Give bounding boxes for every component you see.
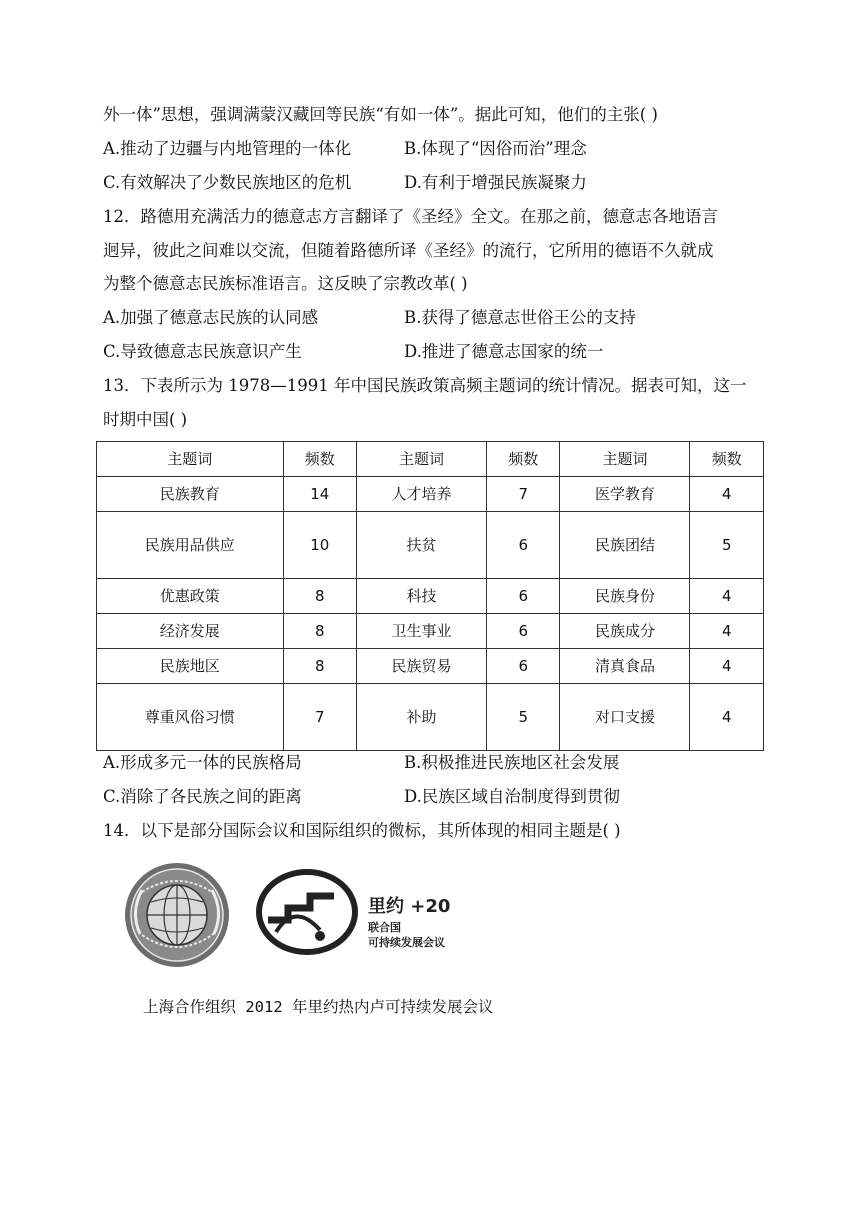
table-cell: 8: [283, 649, 356, 684]
table-cell: 尊重风俗习惯: [97, 684, 284, 751]
table-cell: 经济发展: [97, 614, 284, 649]
table-cell: 6: [486, 579, 559, 614]
table-cell: 民族教育: [97, 477, 284, 512]
table-row: [97, 684, 764, 751]
table-cell: 人才培养: [356, 477, 486, 512]
table-cell: 卫生事业: [356, 614, 486, 649]
rio-sub1: 联合国: [368, 921, 401, 934]
table-row: [97, 649, 764, 684]
table-header-cell: 频数: [283, 442, 356, 477]
table-cell: 4: [690, 614, 764, 649]
question-13-line-1: 13．下表所示为 1978—1991 年中国民族政策高频主题词的统计情况。据表可知，这一: [103, 376, 747, 395]
table-cell: 民族身份: [560, 579, 690, 614]
logo-caption: 上海合作组织 2012 年里约热内卢可持续发展会议: [143, 998, 494, 1016]
table-cell: 6: [486, 614, 559, 649]
question-11-stem: 外一体”思想，强调满蒙汉藏回等民族“有如一体”。据此可知，他们的主张( ): [103, 105, 658, 124]
question-14-stem: 14．以下是部分国际会议和国际组织的微标，其所体现的相同主题是( ): [103, 821, 621, 840]
table-cell: 5: [690, 512, 764, 579]
q12-option-c: C.导致德意志民族意识产生: [103, 342, 302, 361]
logo-figures: [120, 862, 480, 982]
q11-option-b: B.体现了“因俗而治”理念: [404, 139, 587, 158]
table-cell: 7: [486, 477, 559, 512]
table-cell: 4: [690, 684, 764, 751]
table-cell: 优惠政策: [97, 579, 284, 614]
q12-option-a: A.加强了德意志民族的认同感: [103, 308, 319, 327]
table-row: [97, 614, 764, 649]
table-cell: 民族用品供应: [97, 512, 284, 579]
table-cell: 医学教育: [560, 477, 690, 512]
question-12-line-3: 为整个德意志民族标准语言。这反映了宗教改革( ): [103, 274, 468, 293]
table-cell: 10: [283, 512, 356, 579]
table-header-cell: 频数: [690, 442, 764, 477]
table-header-cell: 主题词: [560, 442, 690, 477]
table-cell: 4: [690, 477, 764, 512]
q12-option-d: D.推进了德意志国家的统一: [404, 342, 604, 361]
q13-option-a: A.形成多元一体的民族格局: [103, 753, 302, 772]
table-cell: 8: [283, 579, 356, 614]
table-header-cell: 频数: [486, 442, 559, 477]
table-cell: 6: [486, 512, 559, 579]
q11-option-c: C.有效解决了少数民族地区的危机: [103, 173, 352, 192]
rio-sub2: 可持续发展会议: [368, 936, 445, 949]
q11-option-d: D.有利于增强民族凝聚力: [404, 173, 587, 192]
table-row: [97, 512, 764, 579]
question-13-line-2: 时期中国( ): [103, 410, 188, 429]
table-cell: 科技: [356, 579, 486, 614]
table-row: [97, 579, 764, 614]
q12-option-b: B.获得了德意志世俗王公的支持: [404, 308, 636, 327]
q13-option-b: B.积极推进民族地区社会发展: [404, 753, 620, 772]
table-cell: 4: [690, 649, 764, 684]
table-cell: 民族团结: [560, 512, 690, 579]
rio-title: 里约 +20: [368, 896, 451, 917]
table-cell: 8: [283, 614, 356, 649]
table-cell: 清真食品: [560, 649, 690, 684]
table-row: [97, 477, 764, 512]
table-cell: 5: [486, 684, 559, 751]
table-cell: 对口支援: [560, 684, 690, 751]
table-cell: 补助: [356, 684, 486, 751]
sco-emblem-icon: [125, 863, 229, 967]
q13-option-d: D.民族区域自治制度得到贯彻: [404, 787, 620, 806]
q11-option-a: A.推动了边疆与内地管理的一体化: [103, 139, 352, 158]
table-cell: 6: [486, 649, 559, 684]
question-12-line-2: 迥异，彼此之间难以交流，但随着路德所译《圣经》的流行，它所用的德语不久就成: [103, 241, 714, 260]
table-cell: 4: [690, 579, 764, 614]
table-header-cell: 主题词: [356, 442, 486, 477]
table-cell: 民族贸易: [356, 649, 486, 684]
rio-plus-20-icon: [259, 872, 450, 952]
q13-option-c: C.消除了各民族之间的距离: [103, 787, 302, 806]
table-cell: 扶贫: [356, 512, 486, 579]
table-cell: 14: [283, 477, 356, 512]
keyword-frequency-table: [96, 441, 764, 751]
table-cell: 民族成分: [560, 614, 690, 649]
table-header-cell: 主题词: [97, 442, 284, 477]
table-header-row: [97, 442, 764, 477]
question-12-line-1: 12．路德用充满活力的德意志方言翻译了《圣经》全文。在那之前，德意志各地语言: [103, 207, 718, 226]
table-cell: 7: [283, 684, 356, 751]
table-cell: 民族地区: [97, 649, 284, 684]
